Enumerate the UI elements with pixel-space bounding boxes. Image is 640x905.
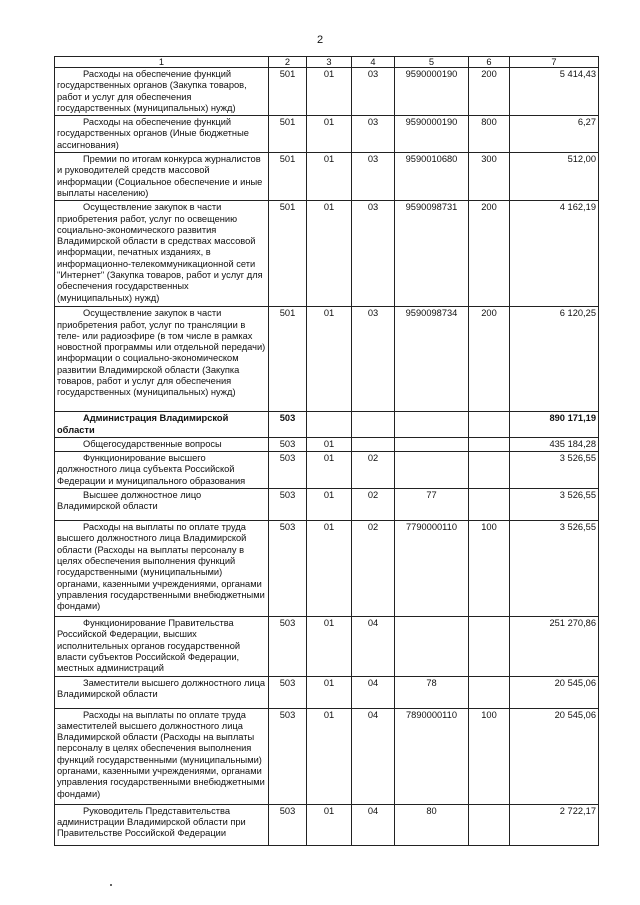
scan-speck <box>110 884 112 886</box>
table-row <box>55 676 599 708</box>
expense-type-code <box>469 617 510 676</box>
table-row <box>55 68 599 116</box>
target-article-code: 7790000110 <box>395 521 469 617</box>
target-article-code: 9590010680 <box>395 153 469 201</box>
subsection-code: 03 <box>352 307 395 412</box>
target-article-code: 9590098731 <box>395 201 469 307</box>
section-code: 01 <box>307 708 352 804</box>
row-name: Высшее должностное лицо Владимирской области <box>55 489 269 521</box>
table-row <box>55 116 599 153</box>
column-header: 4 <box>352 57 395 68</box>
amount: 3 526,55 <box>510 489 599 521</box>
target-article-code: 78 <box>395 676 469 708</box>
subsection-code <box>352 412 395 438</box>
column-header: 2 <box>269 57 307 68</box>
expense-type-code <box>469 412 510 438</box>
column-header: 5 <box>395 57 469 68</box>
ved-code: 503 <box>269 412 307 438</box>
table-row <box>55 201 599 307</box>
budget-table <box>54 56 599 846</box>
subsection-code: 03 <box>352 116 395 153</box>
amount: 512,00 <box>510 153 599 201</box>
table-row <box>55 521 599 617</box>
table-row <box>55 708 599 804</box>
amount: 3 526,55 <box>510 452 599 489</box>
column-header: 6 <box>469 57 510 68</box>
subsection-code: 03 <box>352 68 395 116</box>
amount: 3 526,55 <box>510 521 599 617</box>
target-article-code: 9590000190 <box>395 68 469 116</box>
section-code: 01 <box>307 489 352 521</box>
subsection-code: 03 <box>352 201 395 307</box>
section-code: 01 <box>307 68 352 116</box>
row-name: Расходы на обеспечение функций государственных органов (Закупка товаров, работ и услуг для обеспечения государственных (муниципальных) нужд) <box>55 68 269 116</box>
amount: 251 270,86 <box>510 617 599 676</box>
row-name: Функционирование Правительства Российской Федерации, высших исполнительных органов государственной власти субъектов Российской Федерации, местных администраций <box>55 617 269 676</box>
target-article-code <box>395 412 469 438</box>
expense-type-code <box>469 452 510 489</box>
ved-code: 503 <box>269 676 307 708</box>
expense-type-code: 200 <box>469 68 510 116</box>
section-code: 01 <box>307 201 352 307</box>
ved-code: 501 <box>269 201 307 307</box>
ved-code: 501 <box>269 116 307 153</box>
table-row <box>55 617 599 676</box>
table-row <box>55 489 599 521</box>
section-code: 01 <box>307 617 352 676</box>
section-code: 01 <box>307 521 352 617</box>
subsection-code: 04 <box>352 804 395 845</box>
ved-code: 503 <box>269 452 307 489</box>
amount: 20 545,06 <box>510 708 599 804</box>
target-article-code <box>395 617 469 676</box>
subsection-code: 04 <box>352 676 395 708</box>
section-code: 01 <box>307 437 352 451</box>
amount: 20 545,06 <box>510 676 599 708</box>
amount: 5 414,43 <box>510 68 599 116</box>
subsection-code <box>352 437 395 451</box>
amount: 4 162,19 <box>510 201 599 307</box>
subsection-code: 04 <box>352 708 395 804</box>
table-row <box>55 307 599 412</box>
subsection-code: 02 <box>352 521 395 617</box>
table-row <box>55 153 599 201</box>
section-code: 01 <box>307 307 352 412</box>
amount: 6,27 <box>510 116 599 153</box>
expense-type-code <box>469 489 510 521</box>
expense-type-code: 300 <box>469 153 510 201</box>
row-name: Заместители высшего должностного лица Владимирской области <box>55 676 269 708</box>
table-row <box>55 437 599 451</box>
ved-code: 501 <box>269 307 307 412</box>
page-number: 2 <box>316 34 324 46</box>
row-name: Расходы на выплаты по оплате труда высшего должностного лица Владимирской области (Расходы на выплаты персоналу в целях обеспечения выполнения функций государственными (муниципальными) органами, казенными учреждениями, органами управления государственными внебюджетными фондами) <box>55 521 269 617</box>
subsection-code: 03 <box>352 153 395 201</box>
row-name: Администрация Владимирской области <box>55 412 269 438</box>
target-article-code: 9590098734 <box>395 307 469 412</box>
row-name: Функционирование высшего должностного лица субъекта Российской Федерации и муниципального образования <box>55 452 269 489</box>
ved-code: 503 <box>269 521 307 617</box>
amount: 2 722,17 <box>510 804 599 845</box>
row-name: Расходы на обеспечение функций государственных органов (Иные бюджетные ассигнования) <box>55 116 269 153</box>
table-row <box>55 804 599 845</box>
section-code: 01 <box>307 676 352 708</box>
expense-type-code <box>469 437 510 451</box>
column-number-header-row <box>55 57 599 68</box>
ved-code: 503 <box>269 617 307 676</box>
target-article-code <box>395 452 469 489</box>
expense-type-code: 200 <box>469 201 510 307</box>
subsection-code: 02 <box>352 452 395 489</box>
target-article-code: 80 <box>395 804 469 845</box>
row-name: Осуществление закупок в части приобретения работ, услуг по трансляции в теле- или радиоэфире (в том числе в рамках новостной программы или отдельной передачи) информации о социально-экономическом развитии Владимирской области (Закупка товаров, работ и услуг для обеспечения государственных (муниципальных) нужд) <box>55 307 269 412</box>
row-name: Расходы на выплаты по оплате труда заместителей высшего должностного лица Владимирской области (Расходы на выплаты персоналу в целях обеспечения выполнения функций государственными (муниципальными) органами, казенными учреждениями, органами управления государственными внебюджетными фондами) <box>55 708 269 804</box>
expense-type-code: 100 <box>469 521 510 617</box>
row-name: Общегосударственные вопросы <box>55 437 269 451</box>
table-row <box>55 412 599 438</box>
target-article-code: 9590000190 <box>395 116 469 153</box>
amount: 890 171,19 <box>510 412 599 438</box>
amount: 435 184,28 <box>510 437 599 451</box>
section-code: 01 <box>307 452 352 489</box>
row-name: Осуществление закупок в части приобретения работ, услуг по освещению социально-экономического развития Владимирской области в средствах массовой информации, печатных изданиях, в информационно-телекоммуникационной сети "Интернет" (Закупка товаров, работ и услуг для обеспечения государственных (муниципальных) нужд) <box>55 201 269 307</box>
subsection-code: 02 <box>352 489 395 521</box>
subsection-code: 04 <box>352 617 395 676</box>
column-header: 7 <box>510 57 599 68</box>
section-code: 01 <box>307 804 352 845</box>
ved-code: 503 <box>269 489 307 521</box>
expense-type-code <box>469 804 510 845</box>
column-header: 3 <box>307 57 352 68</box>
ved-code: 501 <box>269 68 307 116</box>
column-header: 1 <box>55 57 269 68</box>
ved-code: 503 <box>269 708 307 804</box>
row-name: Руководитель Представительства администрации Владимирской области при Правительстве Российской Федерации <box>55 804 269 845</box>
expense-type-code: 200 <box>469 307 510 412</box>
target-article-code: 77 <box>395 489 469 521</box>
expense-type-code: 100 <box>469 708 510 804</box>
section-code: 01 <box>307 116 352 153</box>
expense-type-code: 800 <box>469 116 510 153</box>
section-code: 01 <box>307 153 352 201</box>
target-article-code: 7890000110 <box>395 708 469 804</box>
amount: 6 120,25 <box>510 307 599 412</box>
table-row <box>55 452 599 489</box>
ved-code: 503 <box>269 437 307 451</box>
ved-code: 503 <box>269 804 307 845</box>
ved-code: 501 <box>269 153 307 201</box>
expense-type-code <box>469 676 510 708</box>
target-article-code <box>395 437 469 451</box>
row-name: Премии по итогам конкурса журналистов и руководителей средств массовой информации (Социальное обеспечение и иные выплаты населению) <box>55 153 269 201</box>
section-code <box>307 412 352 438</box>
